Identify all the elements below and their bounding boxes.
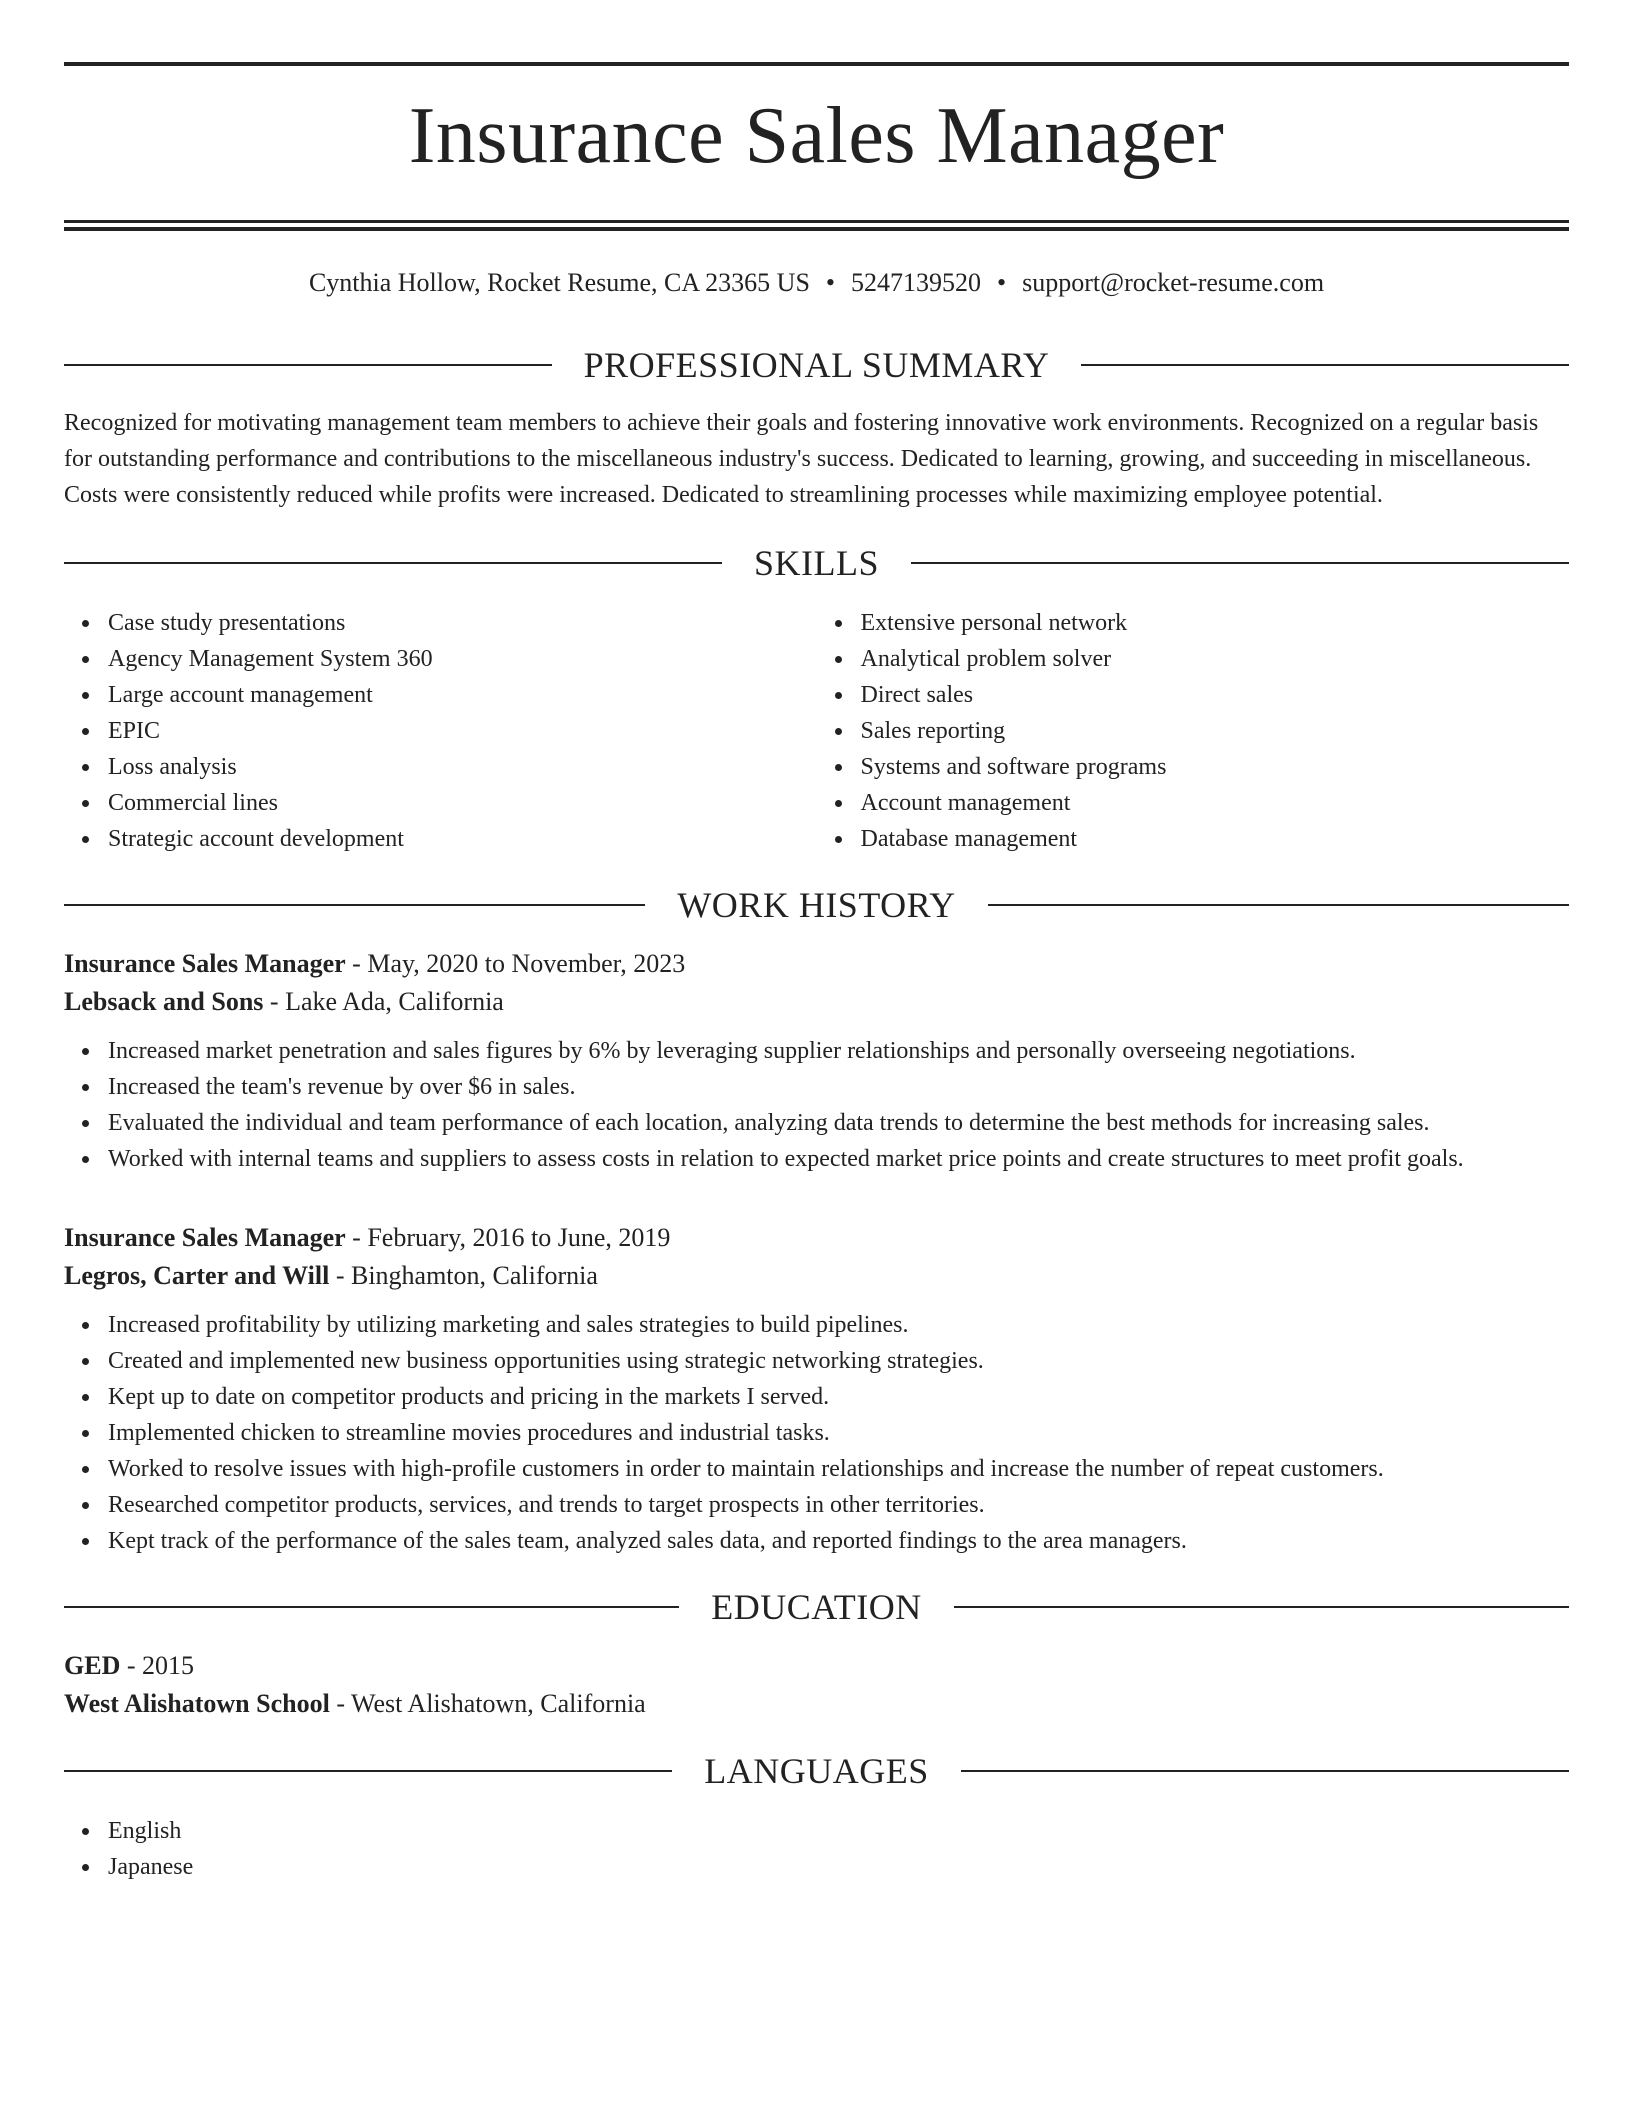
job-title-line: [64, 945, 1569, 983]
heading-rule: [911, 562, 1569, 564]
heading-rule: [988, 904, 1569, 906]
skill-item: Strategic account development: [108, 821, 817, 857]
heading-rule: [64, 1770, 672, 1772]
skills-section-heading: [64, 541, 1569, 585]
summary-section-heading: [64, 343, 1569, 387]
language-item: English: [108, 1813, 1569, 1849]
job-bullet: Kept up to date on competitor products and pricing in the markets I served.: [108, 1379, 1569, 1415]
job-bullet: Created and implemented new business opportunities using strategic networking strategies.: [108, 1343, 1569, 1379]
job-bullet: Increased the team's revenue by over $6 in sales.: [108, 1069, 1569, 1105]
languages-list: [64, 1813, 1569, 1885]
heading-rule: [64, 904, 645, 906]
languages-heading-label: LANGUAGES: [704, 1751, 929, 1791]
skill-item: Case study presentations: [108, 605, 817, 641]
contact-email: support@rocket-resume.com: [1022, 268, 1325, 297]
heading-rule: [1081, 364, 1569, 366]
job-bullet: Worked with internal teams and suppliers to assess costs in relation to expected market price points and create structures to meet profit goals.: [108, 1141, 1569, 1177]
education-year: - 2015: [120, 1651, 195, 1680]
job-location: - Binghamton, California: [329, 1261, 598, 1290]
education-entry: [64, 1647, 1569, 1723]
job-company-line: [64, 1257, 1569, 1295]
job-entry: [64, 945, 1569, 1177]
heading-rule: [64, 562, 722, 564]
job-entry: [64, 1219, 1569, 1559]
contact-line: [64, 267, 1569, 299]
skills-column-right: [817, 605, 1570, 857]
language-item: Japanese: [108, 1849, 1569, 1885]
skills-column-left: [64, 605, 817, 857]
skill-item: Loss analysis: [108, 749, 817, 785]
job-bullet: Evaluated the individual and team performance of each location, analyzing data trends to determine the best methods for increasing sales.: [108, 1105, 1569, 1141]
job-title-line: [64, 1219, 1569, 1257]
contact-separator: •: [997, 268, 1007, 297]
job-bullet: Increased market penetration and sales figures by 6% by leveraging supplier relationships and personally overseeing negotiations.: [108, 1033, 1569, 1069]
job-bullet: Implemented chicken to streamline movies procedures and industrial tasks.: [108, 1415, 1569, 1451]
skills-heading-label: SKILLS: [754, 543, 880, 583]
heading-rule: [954, 1606, 1569, 1608]
job-company-line: [64, 983, 1569, 1021]
skill-item: Systems and software programs: [861, 749, 1570, 785]
skill-item: Commercial lines: [108, 785, 817, 821]
job-title: Insurance Sales Manager: [64, 1223, 346, 1252]
job-company: Lebsack and Sons: [64, 987, 264, 1016]
education-school: West Alishatown School: [64, 1689, 330, 1718]
work-heading-label: WORK HISTORY: [677, 885, 956, 925]
job-bullet: Kept track of the performance of the sales team, analyzed sales data, and reported findings to the area managers.: [108, 1523, 1569, 1559]
education-location: - West Alishatown, California: [329, 1689, 646, 1718]
summary-heading-label: PROFESSIONAL SUMMARY: [583, 345, 1050, 385]
skill-item: Account management: [861, 785, 1570, 821]
job-title: Insurance Sales Manager: [64, 949, 346, 978]
skill-item: Database management: [861, 821, 1570, 857]
job-bullet: Worked to resolve issues with high-profile customers in order to maintain relationships and increase the number of repeat customers.: [108, 1451, 1569, 1487]
job-bullet: Researched competitor products, services, and trends to target prospects in other territories.: [108, 1487, 1569, 1523]
education-school-line: [64, 1685, 1569, 1723]
job-bullets: [64, 1033, 1569, 1177]
title-double-rule: [64, 220, 1569, 231]
contact-separator: •: [825, 268, 836, 297]
job-company: Legros, Carter and Will: [64, 1261, 330, 1290]
job-bullet: Increased profitability by utilizing marketing and sales strategies to build pipelines.: [108, 1307, 1569, 1343]
heading-rule: [64, 1606, 679, 1608]
skill-item: Analytical problem solver: [861, 641, 1570, 677]
skill-item: Extensive personal network: [861, 605, 1570, 641]
skills-grid: [64, 605, 1569, 857]
summary-text: Recognized for motivating management team members to achieve their goals and fostering innovative work environments. Recognized on a regular basis for outstanding performance and contributions to the miscellaneous industry's success. Dedicated to learning, growing, and succeeding in miscellaneous. Costs were consistently reduced while profits were increased. Dedicated to streamlining processes while maximizing employee potential.: [64, 410, 1539, 508]
skill-item: Sales reporting: [861, 713, 1570, 749]
skill-item: Agency Management System 360: [108, 641, 817, 677]
contact-phone: 5247139520: [851, 268, 982, 297]
education-section-heading: [64, 1585, 1569, 1629]
job-dates: - February, 2016 to June, 2019: [345, 1223, 671, 1252]
job-location: - Lake Ada, California: [263, 987, 504, 1016]
resume-title: Insurance Sales Manager: [408, 92, 1225, 180]
skill-item: Large account management: [108, 677, 817, 713]
heading-rule: [961, 1770, 1569, 1772]
job-bullets: [64, 1307, 1569, 1559]
languages-section-heading: [64, 1749, 1569, 1793]
heading-rule: [64, 364, 552, 366]
education-degree-line: [64, 1647, 1569, 1685]
education-degree: GED: [64, 1651, 121, 1680]
education-heading-label: EDUCATION: [711, 1587, 922, 1627]
work-section-heading: [64, 883, 1569, 927]
contact-address: Cynthia Hollow, Rocket Resume, CA 23365 US: [308, 268, 810, 297]
skill-item: Direct sales: [861, 677, 1570, 713]
job-dates: - May, 2020 to November, 2023: [345, 949, 686, 978]
top-rule: [64, 62, 1569, 66]
skill-item: EPIC: [108, 713, 817, 749]
